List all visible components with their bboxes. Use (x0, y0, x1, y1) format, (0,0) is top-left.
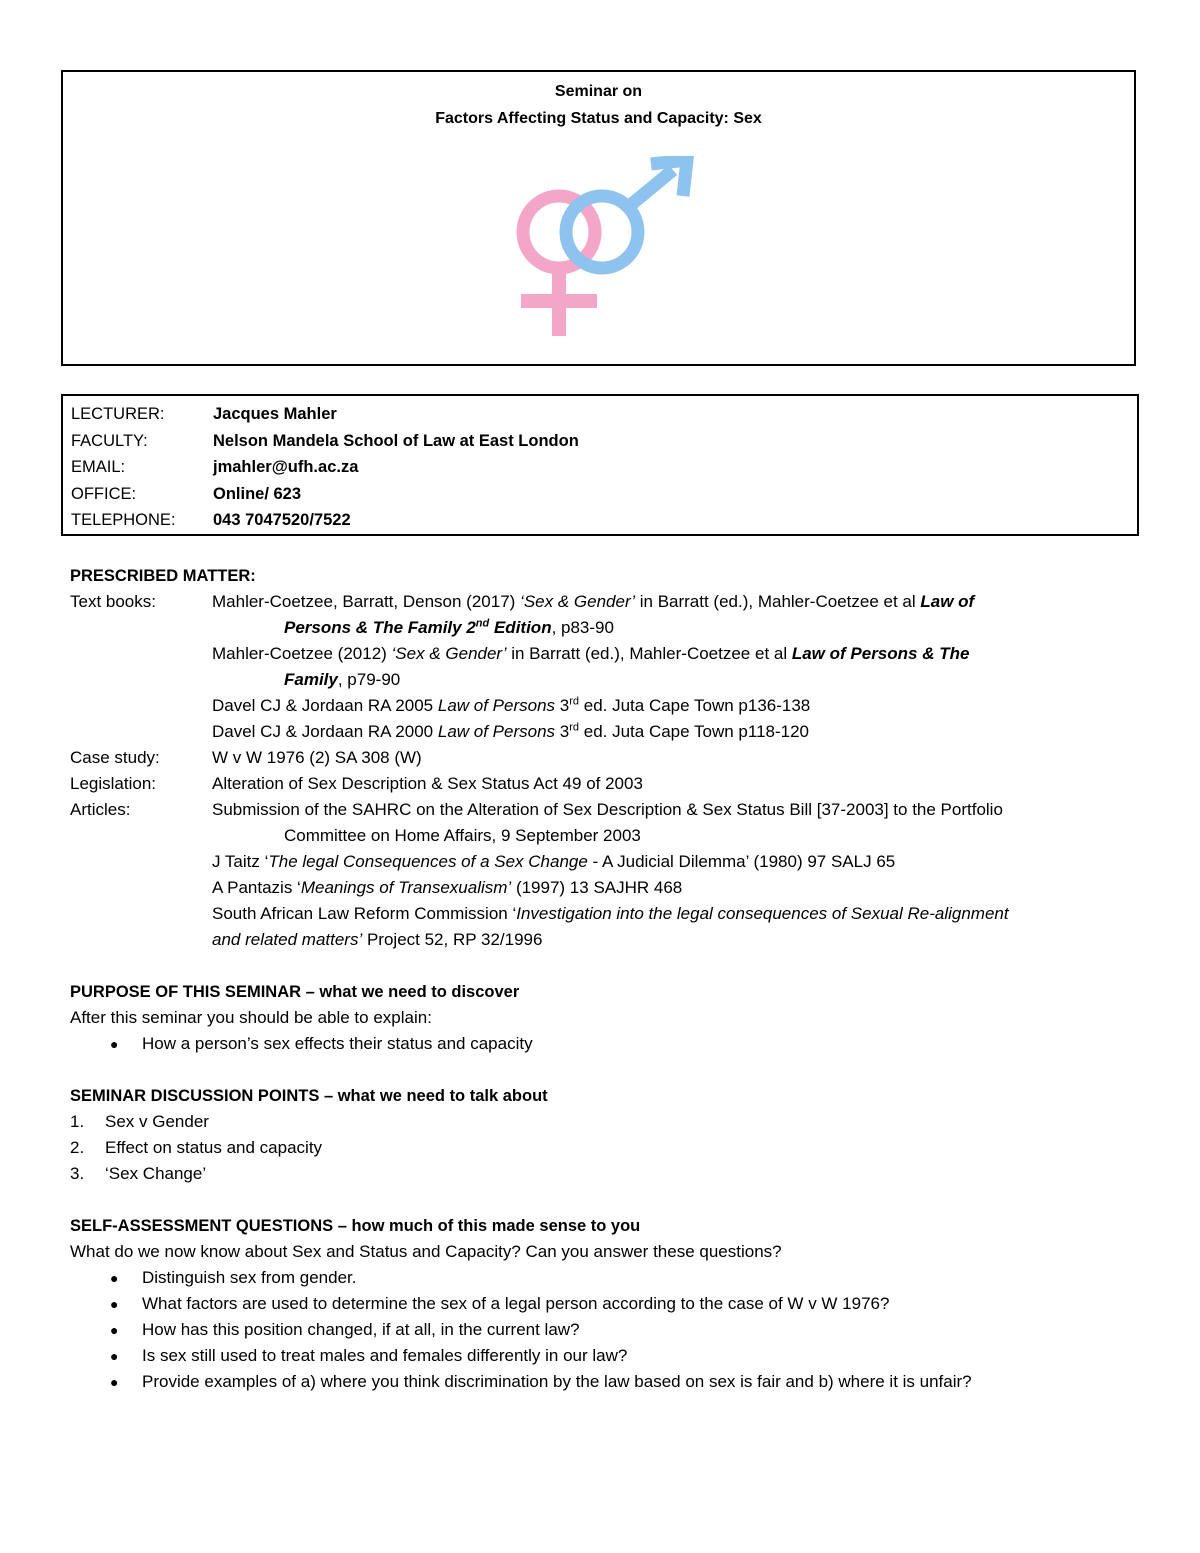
list-item: ● What factors are used to determine the sex of a legal person according to the case of W v W 1976? (70, 1291, 1140, 1317)
article-3: A Pantazis ‘Meanings of Transexualism’ (1997) 13 SAJHR 468 (212, 878, 683, 897)
info-value: 043 7047520/7522 (213, 511, 351, 529)
list-item: ● How a person’s sex effects their status and capacity (70, 1031, 1140, 1057)
document-body (70, 563, 1140, 1395)
list-item: ● How has this position changed, if at all, in the current law? (70, 1317, 1140, 1343)
legislation (70, 771, 1140, 797)
textbook-1: Text books: Mahler-Coetzee, Barratt, Denson (2017) ‘Sex & Gender’ in Barratt (ed.), Mahler-Coetzee et al Law of (70, 589, 1140, 615)
lecturer-info-box (61, 394, 1139, 536)
textbook-3: Davel CJ & Jordaan RA 2005 Law of Persons 3rd ed. Juta Cape Town p136-138 (212, 695, 811, 715)
info-label: EMAIL: (71, 458, 126, 476)
title-box (61, 70, 1136, 366)
title-line-2: Factors Affecting Status and Capacity: Sex (435, 110, 762, 127)
legislation-label: Legislation: (70, 774, 157, 793)
bullet-icon: ● (110, 1036, 119, 1052)
info-label: TELEPHONE: (71, 511, 176, 529)
article-4: South African Law Reform Commission ‘Investigation into the legal consequences of Sexual Re-alignment (212, 904, 1009, 923)
textbooks-label: Text books: (70, 592, 156, 611)
info-row-telephone (71, 507, 1137, 534)
textbook-1-cont: Persons & The Family 2nd Edition, p83-90 (284, 617, 614, 637)
bullet-icon: ● (110, 1296, 119, 1312)
info-label: OFFICE: (71, 484, 137, 503)
bullet-icon: ● (110, 1270, 119, 1286)
info-value: Online/ 623 (213, 484, 302, 503)
self-assessment-heading: SELF-ASSESSMENT QUESTIONS – how much of this made sense to you (70, 1217, 641, 1235)
info-label: FACULTY: (71, 431, 148, 450)
discussion-heading: SEMINAR DISCUSSION POINTS – what we need to talk about (70, 1087, 548, 1105)
info-value: Nelson Mandela School of Law at East London (213, 431, 579, 450)
textbook-2-cont: Family, p79-90 (284, 670, 401, 689)
case-label: Case study: (70, 748, 160, 767)
list-item: ● Distinguish sex from gender. (70, 1265, 1140, 1291)
list-item: 2. Effect on status and capacity (70, 1138, 323, 1157)
info-value: jmahler@ufh.ac.za (213, 458, 359, 476)
title-line-1: Seminar on (554, 83, 643, 100)
textbook-4: Davel CJ & Jordaan RA 2000 Law of Persons 3rd ed. Juta Cape Town p118-120 (212, 721, 809, 741)
article-1: Articles: Submission of the SAHRC on the Alteration of Sex Description & Sex Status Bill [37-2003] to the Portfolio (70, 797, 1140, 823)
info-value: Jacques Mahler (213, 405, 337, 423)
list-item: 1. Sex v Gender (70, 1112, 209, 1131)
list-item: ● Is sex still used to treat males and females differently in our law? (70, 1343, 1140, 1369)
article-4-cont: and related matters’ Project 52, RP 32/1996 (212, 930, 543, 949)
info-row-email (71, 454, 1137, 481)
prescribed-heading: PRESCRIBED MATTER: (70, 567, 256, 585)
case-value: W v W 1976 (2) SA 308 (W) (212, 748, 422, 767)
list-item: 3. ‘Sex Change’ (70, 1164, 207, 1183)
list-item: ● Provide examples of a) where you think discrimination by the law based on sex is fair and b) where it is unfair? (70, 1369, 1140, 1395)
articles-label: Articles: (70, 800, 131, 819)
case-study (70, 745, 1140, 771)
info-row-faculty (71, 428, 1137, 455)
article-1-cont: Committee on Home Affairs, 9 September 2003 (284, 826, 641, 845)
bullet-icon: ● (110, 1322, 119, 1338)
bullet-icon: ● (110, 1348, 119, 1364)
info-row-lecturer (71, 401, 1137, 428)
self-assessment-intro: What do we now know about Sex and Status and Capacity? Can you answer these questions? (70, 1242, 782, 1261)
article-2: J Taitz ‘The legal Consequences of a Sex Change - A Judicial Dilemma’ (1980) 97 SALJ 65 (212, 852, 896, 871)
info-row-office (71, 481, 1137, 508)
purpose-heading: PURPOSE OF THIS SEMINAR – what we need to discover (70, 983, 520, 1001)
bullet-icon: ● (110, 1374, 119, 1390)
textbook-2: Mahler-Coetzee (2012) ‘Sex & Gender’ in Barratt (ed.), Mahler-Coetzee et al Law of Persons & The (212, 644, 970, 663)
purpose-intro: After this seminar you should be able to explain: (70, 1008, 432, 1027)
legislation-value: Alteration of Sex Description & Sex Status Act 49 of 2003 (212, 774, 643, 793)
info-label: LECTURER: (71, 405, 165, 423)
gender-symbol-icon (511, 156, 701, 340)
